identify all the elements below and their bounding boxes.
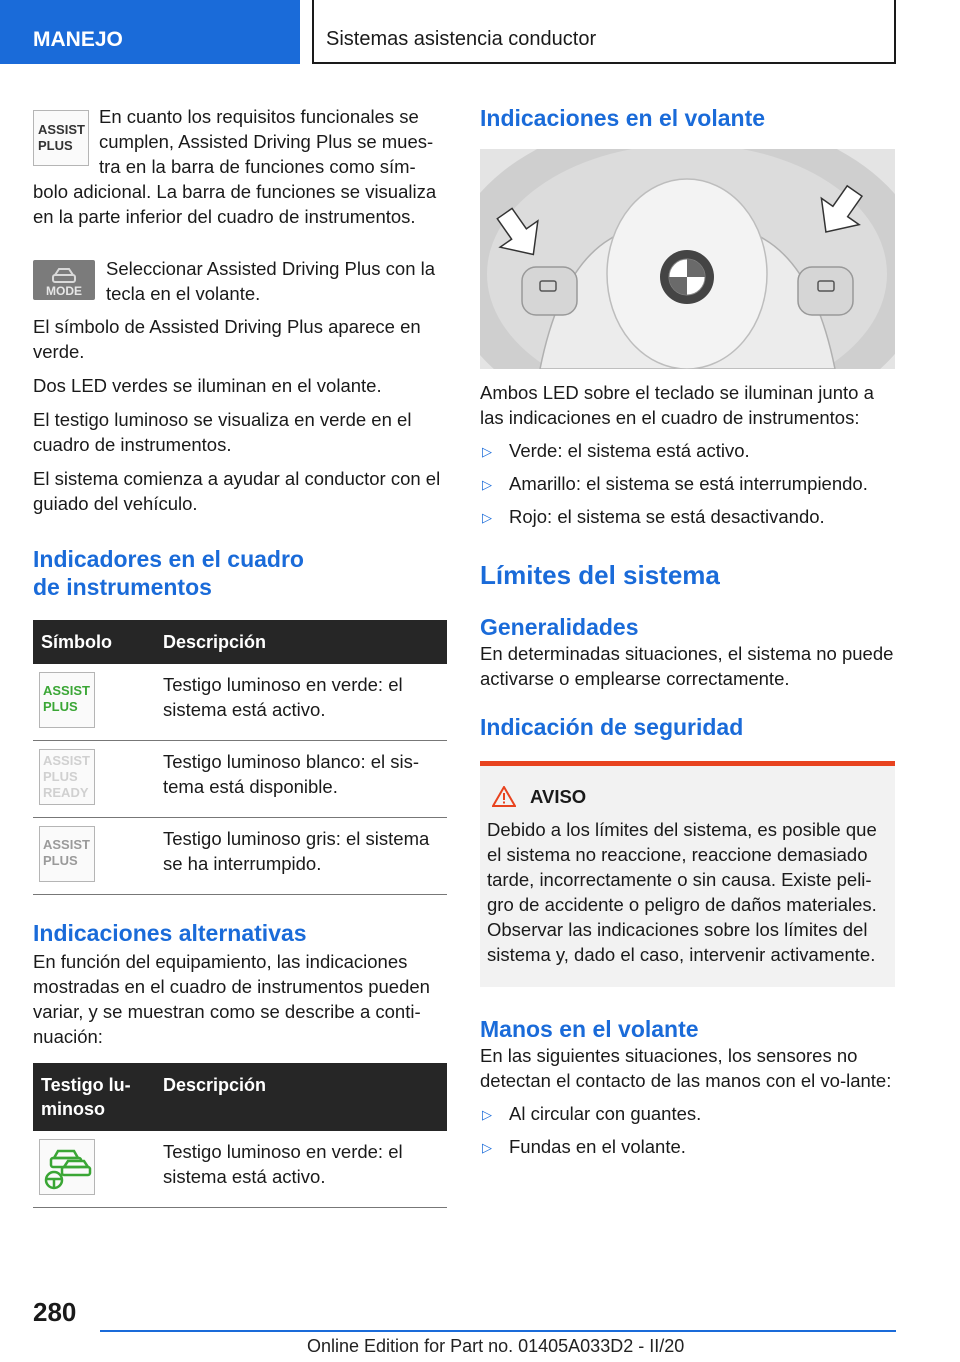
wheel-text: Ambos LED sobre el teclado se iluminan junto a las indicaciones en el cuadro de instrumentos: <box>480 382 874 428</box>
edition-note: Online Edition for Part no. 01405A033D2 - II/20 <box>307 1336 685 1356</box>
assist-intro <box>33 100 447 229</box>
table-row <box>33 818 447 895</box>
assist-plus-ready-icon: ASSIST PLUS READY <box>39 749 95 805</box>
row-description: Testigo luminoso blanco: el sis-tema está disponible. <box>155 741 447 818</box>
triangle-bullet-icon: ▷ <box>482 510 492 525</box>
mode-button-icon <box>33 260 95 300</box>
list-item: ▷ Al circular con guantes. <box>480 1101 895 1126</box>
symbols-table <box>33 620 447 895</box>
indicator-column-header: Testigo lu-minoso <box>33 1063 155 1131</box>
hands-list <box>480 1101 895 1159</box>
footer-divider <box>100 1330 896 1332</box>
left-column <box>33 100 447 1208</box>
general-heading: Generalidades <box>480 614 639 640</box>
list-item: ▷ Fundas en el volante. <box>480 1134 895 1159</box>
table-row <box>33 664 447 741</box>
alternatives-heading: Indicaciones alternativas <box>33 920 307 946</box>
right-column <box>480 100 895 1159</box>
description-column-header: Descripción <box>155 1063 447 1131</box>
indicators-heading: Indicadores en el cuadro de instrumentos <box>33 546 304 600</box>
warning-title: AVISO <box>487 784 888 809</box>
assist-plus-icon: ASSIST PLUS <box>33 110 89 166</box>
list-item: ▷ Amarillo: el sistema se está interrumpiendo. <box>480 471 895 496</box>
assist-plus-green-icon: ASSIST PLUS <box>39 672 95 728</box>
warning-triangle-icon <box>492 786 516 807</box>
general-text: En determinadas situaciones, el sistema no puede activarse o emplearse correctamente. <box>480 643 894 689</box>
paragraph-indicator: El testigo luminoso se visualiza en verde en el cuadro de instrumentos. <box>33 409 412 455</box>
limits-heading: Límites del sistema <box>480 560 720 590</box>
hands-text: En las siguientes situaciones, los sensores no detectan el contacto de las manos con el vo-lante: <box>480 1045 892 1091</box>
led-status-list <box>480 438 895 529</box>
alternatives-table <box>33 1063 447 1208</box>
chapter-title: Sistemas asistencia conductor <box>312 0 896 64</box>
svg-text:MODE: MODE <box>46 284 82 298</box>
hands-heading: Manos en el volante <box>480 1016 699 1042</box>
paragraph-system-start: El sistema comienza a ayudar al conductor con el guiado del vehículo. <box>33 468 441 514</box>
row-description: Testigo luminoso en verde: el sistema está activo. <box>155 1131 447 1208</box>
warning-box <box>480 761 895 987</box>
page-header <box>0 0 960 64</box>
assisted-driving-car-icon <box>39 1139 95 1195</box>
triangle-bullet-icon: ▷ <box>482 444 492 459</box>
assist-plus-gray-icon: ASSIST PLUS <box>39 826 95 882</box>
row-description: Testigo luminoso en verde: el sistema está activo. <box>155 664 447 741</box>
list-item: ▷ Verde: el sistema está activo. <box>480 438 895 463</box>
alternatives-text: En función del equipamiento, las indicaciones mostradas en el cuadro de instrumentos pueden variar, y se muestran como se describe a conti-nuación: <box>33 951 430 1047</box>
row-description: Testigo luminoso gris: el sistema se ha interrumpido. <box>155 818 447 895</box>
steering-wheel-image <box>480 149 895 369</box>
intro-text: En cuanto los requisitos funcionales se cumplen, Assisted Driving Plus se mues-tra en la barra de funciones como sím-bolo adicional. La barra de funciones se visualiza en la parte inferior del cuadro de instrumentos. <box>33 106 437 227</box>
mode-instruction <box>33 256 447 306</box>
wheel-heading: Indicaciones en el volante <box>480 105 766 131</box>
description-column-header: Descripción <box>155 620 447 664</box>
section-tab: MANEJO <box>0 0 300 64</box>
warning-text: Debido a los límites del sistema, es posible que el sistema no reaccione, reaccione demasiado tarde, incorrectamente o sin causa. Existe peli-gro de accidente o peligro de daños materiales. Observar las indicaciones sobre los límites del sistema y, dado el caso, intervenir activamente. <box>487 819 877 965</box>
table-row <box>33 741 447 818</box>
paragraph-green-symbol: El símbolo de Assisted Driving Plus aparece en verde. <box>33 316 421 362</box>
table-row <box>33 1131 447 1208</box>
triangle-bullet-icon: ▷ <box>482 477 492 492</box>
mode-text: Seleccionar Assisted Driving Plus con la tecla en el volante. <box>106 258 436 304</box>
list-item: ▷ Rojo: el sistema se está desactivando. <box>480 504 895 529</box>
paragraph-led: Dos LED verdes se iluminan en el volante. <box>33 375 382 396</box>
triangle-bullet-icon: ▷ <box>482 1107 492 1122</box>
triangle-bullet-icon: ▷ <box>482 1140 492 1155</box>
symbol-column-header: Símbolo <box>33 620 155 664</box>
page-number: 280 <box>33 1297 77 1327</box>
safety-heading: Indicación de seguridad <box>480 714 744 740</box>
